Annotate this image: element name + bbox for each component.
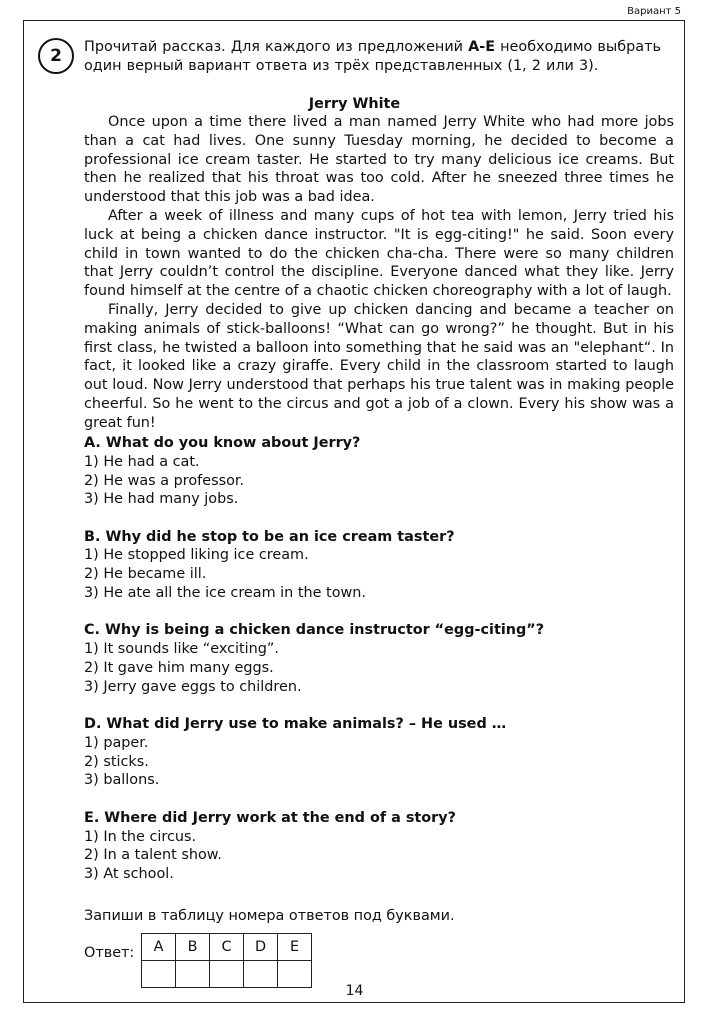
story-paragraph-3: Finally, Jerry decided to give up chicken dancing and became a teacher on making animals of stick-balloons! “What can go wrong?” he thought. But in his first class, he twisted a balloon into something that he said was an "elephant“. In fact, it looked like a crazy giraffe. Every child in the classroom started to laugh out loud. Now Jerry understood that perhaps his true talent was in making people cheerful. So he went to the circus and got a job of a clown. Every his show was a great fun! <box>84 301 674 431</box>
answer-option: 3) He ate all the ice cream in the town. <box>84 585 366 602</box>
answer-label: Ответ: <box>84 945 135 961</box>
answer-table-instruction: Запиши в таблицу номера ответов под буквами. <box>84 908 455 924</box>
question-c <box>84 621 674 696</box>
instruction-letters: A-E <box>468 39 496 55</box>
instruction-text-after: необходимо выбрать один верный вариант ответа из трёх представленных (1, 2 или 3). <box>84 39 661 74</box>
instruction-text-before: Прочитай рассказ. Для каждого из предложений <box>84 39 469 55</box>
answer-option: 1) He stopped liking ice cream. <box>84 547 309 564</box>
page-number: 14 <box>345 983 364 999</box>
answer-letter-e: E <box>278 934 312 961</box>
question-b <box>84 528 674 603</box>
answer-option: 3) Jerry gave eggs to children. <box>84 678 302 695</box>
question-d <box>84 715 674 790</box>
question-a <box>84 434 674 509</box>
answer-option: 1) paper. <box>84 734 149 751</box>
answer-option: 3) At school. <box>84 866 174 883</box>
answer-option: 1) It sounds like “exciting”. <box>84 641 279 658</box>
answer-letter-c: C <box>210 934 244 961</box>
question-title: D. What did Jerry use to make animals? – He used … <box>84 716 507 733</box>
answer-option: 2) He was a professor. <box>84 472 245 489</box>
answer-table <box>141 933 312 988</box>
answer-letter-d: D <box>244 934 278 961</box>
task-instruction <box>84 38 674 76</box>
story-paragraph-2: After a week of illness and many cups of hot tea with lemon, Jerry tried his luck at being a chicken dance instructor. "It is egg-citing!" he said. Soon every child in town wanted to do the chicken cha-cha. There were so many children that Jerry couldn’t control the discipline. Everyone danced what they like. Jerry found himself at the centre of a chaotic chicken choreography with a lot of laugh. <box>84 207 674 300</box>
answer-letter-a: A <box>142 934 176 961</box>
task-number-badge: 2 <box>38 38 74 74</box>
answer-option: 2) It gave him many eggs. <box>84 659 274 676</box>
question-title: B. Why did he stop to be an ice cream taster? <box>84 528 455 545</box>
answer-option: 2) He became ill. <box>84 566 207 583</box>
answer-table-header-row <box>142 934 312 961</box>
story-text <box>84 113 674 433</box>
story-title: Jerry White <box>308 96 401 112</box>
answer-option: 2) sticks. <box>84 753 149 770</box>
variant-label: Вариант 5 <box>627 6 681 17</box>
answer-option: 2) In a talent show. <box>84 847 222 864</box>
story-paragraph-1: Once upon a time there lived a man named Jerry White who had more jobs than a cat had lives. One sunny Tuesday morning, he decided to become a professional ice cream taster. He started to try many delicious ice creams. But then he realized that his throat was too cold. After he sneezed three times he understood that this job was a bad idea. <box>84 114 674 206</box>
answer-option: 1) In the circus. <box>84 828 197 845</box>
questions-list <box>84 434 674 902</box>
answer-option: 3) He had many jobs. <box>84 491 239 508</box>
question-title: C. Why is being a chicken dance instructor “egg-citing”? <box>84 622 545 639</box>
answer-option: 1) He had a cat. <box>84 453 200 470</box>
question-e <box>84 809 674 884</box>
question-title: E. Where did Jerry work at the end of a story? <box>84 809 456 826</box>
answer-option: 3) ballons. <box>84 772 160 789</box>
question-title: A. What do you know about Jerry? <box>84 435 361 451</box>
answer-letter-b: B <box>176 934 210 961</box>
